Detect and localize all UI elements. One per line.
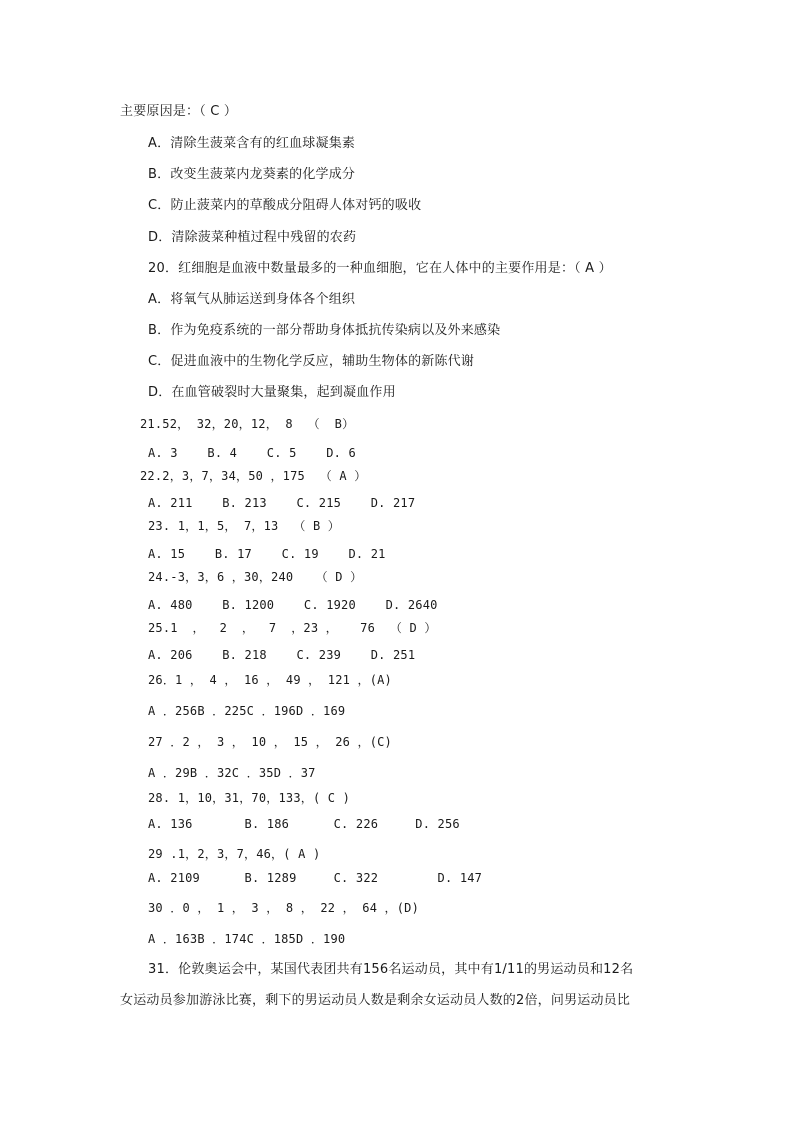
option-c: C．促进血液中的生物化学反应，辅助生物体的新陈代谢 xyxy=(148,354,475,369)
question-23: 23. 1，1，5， 7，13 （ B ） xyxy=(148,519,340,533)
option-a: A．将氧气从肺运送到身体各个组织 xyxy=(148,292,356,307)
options-30: A ．163B ．174C ．185D ．190 xyxy=(148,932,346,946)
option-b: B．作为免疫系统的一部分帮助身体抵抗传染病以及外来感染 xyxy=(148,323,501,338)
option-b: B．改变生菠菜内龙葵素的化学成分 xyxy=(148,167,356,182)
question-20: 20．红细胞是血液中数量最多的一种血细胞，它在人体中的主要作用是：（ A ） xyxy=(148,261,612,276)
question-22: 22.2，3，7，34，50 ，175 （ A ） xyxy=(140,469,367,483)
question-26: 26．1 ， 4 ， 16 ， 49 ， 121 ，(A) xyxy=(148,673,392,687)
options-24: A. 480 B. 1200 C. 1920 D. 2640 xyxy=(148,598,438,612)
question-29: 29 .1，2，3，7，46，( A ) xyxy=(148,847,321,861)
question-24: 24.-3，3，6 ，30，240 （ D ） xyxy=(148,570,363,584)
options-22: A. 211 B. 213 C. 215 D. 217 xyxy=(148,496,416,510)
options-27: A ．29B ．32C ．35D ．37 xyxy=(148,766,316,780)
option-a: A．清除生菠菜含有的红血球凝集素 xyxy=(148,136,356,151)
question-28: 28. 1，10，31，70，133，( C ) xyxy=(148,791,351,805)
options-28: A. 136 B. 186 C. 226 D. 256 xyxy=(148,817,460,831)
question-25: 25.1 ， 2 ， 7 ，23 ， 76 （ D ） xyxy=(148,621,437,635)
options-25: A. 206 B. 218 C. 239 D. 251 xyxy=(148,648,416,662)
question-31-continuation: 女运动员参加游泳比赛，剩下的男运动员人数是剩余女运动员人数的2倍，问男运动员比 xyxy=(120,993,631,1008)
option-d: D．清除菠菜种植过程中残留的农药 xyxy=(148,230,357,245)
question-30: 30 ．0 ， 1 ， 3 ， 8 ， 22 ， 64 ，(D) xyxy=(148,901,420,915)
options-26: A ．256B ．225C ．196D ．169 xyxy=(148,704,346,718)
options-29: A. 2109 B. 1289 C. 322 D. 147 xyxy=(148,871,483,885)
options-23: A. 15 B. 17 C. 19 D. 21 xyxy=(148,547,386,561)
question-stem-continuation: 主要原因是：（ C ） xyxy=(120,104,238,119)
option-c: C．防止菠菜内的草酸成分阻碍人体对钙的吸收 xyxy=(148,198,422,213)
options-21: A. 3 B. 4 C. 5 D. 6 xyxy=(148,446,356,460)
option-d: D．在血管破裂时大量聚集，起到凝血作用 xyxy=(148,385,396,400)
question-27: 27 ．2 ， 3 ， 10 ， 15 ， 26 ，(C) xyxy=(148,735,392,749)
question-31: 31．伦敦奥运会中，某国代表团共有156名运动员，其中有1/11的男运动员和12名 xyxy=(148,962,634,977)
question-21: 21.52， 32，20，12， 8 （ B） xyxy=(140,417,355,431)
